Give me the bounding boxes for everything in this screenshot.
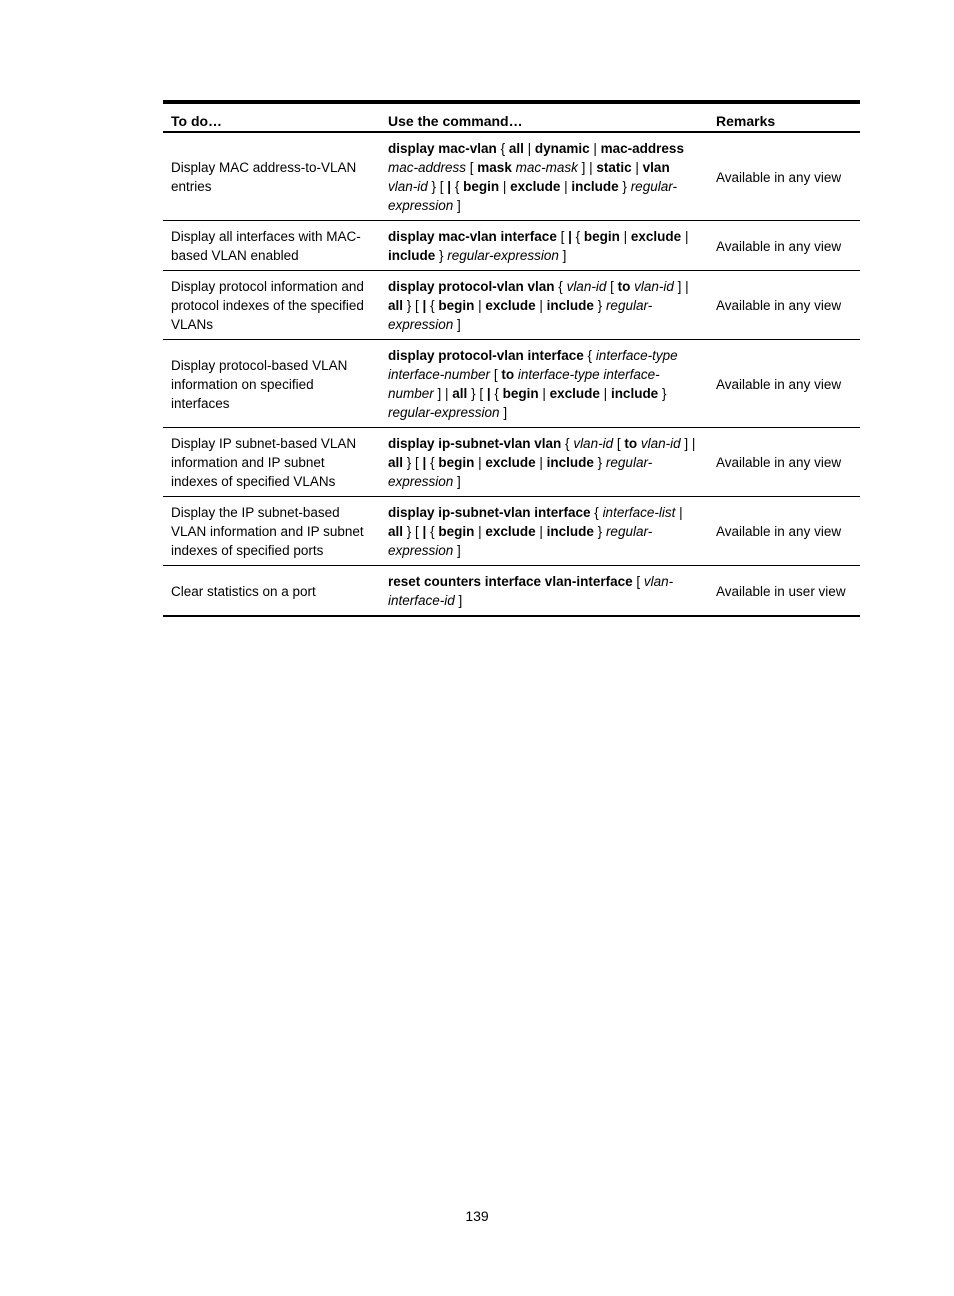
command-syntax: | [589,141,601,156]
command-keyword: mac-address [600,141,684,156]
command-argument: interface-number [388,367,491,382]
command-keyword: mask [477,160,512,175]
command-syntax: { [554,279,567,294]
command-syntax: { [496,141,509,156]
command-syntax: ] | [577,160,597,175]
command-syntax: ] [453,198,461,213]
command-syntax: [ [415,298,423,313]
command-syntax: { [426,455,439,470]
command-syntax: | [499,179,511,194]
command-keyword: to [624,436,638,451]
command-keyword: display protocol-vlan interface [388,348,584,363]
command-syntax: ] [454,593,463,608]
command-syntax: ] [453,474,461,489]
command-keyword: | [447,179,452,194]
command-cell [380,271,708,340]
command-syntax: | [599,386,611,401]
command-keyword: exclude [485,455,536,470]
table-row [163,132,860,221]
task-cell: Clear statistics on a port [171,583,316,599]
command-argument: regular-expression [388,405,500,420]
command-argument: regular-expression [447,248,559,263]
header-remarks: Remarks [716,113,776,129]
command-syntax: { [561,436,574,451]
command-argument: mac-mask [515,160,578,175]
table-row [163,271,860,340]
command-syntax: { [590,505,603,520]
command-keyword: | [422,298,427,313]
command-syntax: { [571,229,584,244]
header-command: Use the command… [388,113,523,129]
command-syntax: } [435,248,448,263]
command-syntax: | [631,160,643,175]
remarks-cell: Available in user view [716,583,846,599]
remarks-cell: Available in any view [716,455,842,470]
command-syntax: ] [558,248,567,263]
command-syntax: [ [415,524,423,539]
command-syntax: { [451,179,464,194]
command-keyword: exclude [549,386,600,401]
command-keyword: begin [583,229,620,244]
table-row [163,428,860,497]
command-keyword: display ip-subnet-vlan interface [388,505,591,520]
task-cell: Display protocol-based VLAN information on specified interfaces [171,357,348,411]
command-table [163,100,860,617]
command-syntax: | [681,229,689,244]
table-row [163,497,860,566]
command-keyword: all [452,386,468,401]
command-syntax: [ [556,229,569,244]
command-cell [380,132,708,221]
command-keyword: reset counters interface vlan-interface [388,574,633,589]
command-keyword: static [596,160,632,175]
command-syntax: ] [453,543,461,558]
command-syntax: | [523,141,535,156]
command-keyword: begin [463,179,500,194]
remarks-cell: Available in any view [716,376,842,392]
command-syntax: } [403,524,416,539]
command-keyword: all [508,141,524,156]
command-keyword: exclude [630,229,682,244]
command-keyword: | [568,229,572,244]
command-keyword: dynamic [534,141,590,156]
remarks-cell: Available in any view [716,298,842,313]
command-syntax: } [ [467,386,487,401]
command-keyword: display mac-vlan interface [388,229,557,244]
command-syntax: } [618,179,631,194]
command-syntax: ] | [433,386,453,401]
command-keyword: all [388,524,404,539]
table-row [163,566,860,617]
command-syntax: [ [606,279,618,294]
command-keyword: exclude [485,298,536,313]
command-keyword: begin [438,298,475,313]
task-cell: Display IP subnet-based VLAN information and IP subnet indexes of specified VLANs [171,436,357,489]
command-syntax: } [593,524,606,539]
command-keyword: all [388,298,404,313]
command-keyword: exclude [485,524,536,539]
remarks-cell: Available in any view [716,524,842,539]
command-syntax: ] | [673,279,689,294]
command-syntax: | [474,524,486,539]
task-cell: Display MAC address-to-VLAN entries [171,160,357,194]
command-keyword: include [546,524,594,539]
command-argument: interface-number [388,367,660,401]
command-argument: interface-type [595,348,678,363]
command-keyword: include [546,298,594,313]
command-argument: vlan-id [573,436,614,451]
command-keyword: begin [438,524,475,539]
command-syntax: [ [613,436,625,451]
command-argument: regular-expression [388,455,653,489]
command-syntax: { [426,298,439,313]
command-syntax: } [403,298,416,313]
header-todo: To do… [171,113,223,129]
remarks-cell: Available in any view [716,169,842,185]
command-argument: regular-expression [388,524,653,558]
command-syntax: | [538,386,550,401]
command-argument: vlan-id [634,279,674,294]
command-keyword: include [571,179,619,194]
command-cell [380,340,708,428]
command-keyword: include [546,455,594,470]
task-cell: Display the IP subnet-based VLAN information and IP subnet indexes of specified ports [171,505,364,558]
command-keyword: | [422,455,427,470]
command-argument: interface-type [517,367,600,382]
command-keyword: display protocol-vlan vlan [388,279,555,294]
command-syntax: | [535,524,547,539]
table-row [163,340,860,428]
command-syntax: | [535,455,547,470]
command-syntax: } [658,386,667,401]
command-argument: interface-list [602,505,676,520]
page-number: 139 [465,1208,489,1224]
command-syntax: } [593,455,606,470]
remarks-cell: Available in any view [716,238,842,254]
command-syntax: | [535,298,547,313]
command-cell [380,566,708,617]
command-argument: vlan-id [640,436,681,451]
command-keyword: exclude [510,179,561,194]
table-body [163,132,860,616]
command-argument: regular-expression [388,298,653,332]
command-keyword: begin [438,455,475,470]
command-argument: vlan-interface-id [388,574,674,608]
command-keyword: to [617,279,631,294]
command-syntax: [ [490,367,502,382]
command-argument: vlan-id [566,279,607,294]
command-syntax: { [426,524,439,539]
command-cell [380,221,708,271]
command-syntax: | [619,229,631,244]
command-syntax: | [675,505,683,520]
task-cell: Display protocol information and protocol indexes of the specified VLANs [171,279,364,332]
command-syntax: | [474,298,486,313]
command-syntax: } [ [403,455,423,470]
table-row [163,221,860,271]
command-syntax: | [560,179,572,194]
command-keyword: display mac-vlan [388,141,497,156]
command-keyword: | [486,386,491,401]
command-keyword: all [388,455,404,470]
command-syntax: { [583,348,596,363]
command-syntax: [ [466,160,478,175]
command-syntax: [ [636,574,644,589]
table-header-row [163,102,860,132]
command-keyword: include [388,248,436,263]
command-keyword: display ip-subnet-vlan vlan [388,436,562,451]
command-argument: vlan-id [388,179,428,194]
command-keyword: vlan [642,160,670,175]
command-syntax: } [ [427,179,448,194]
command-syntax: ] [453,317,461,332]
command-argument: regular-expression [388,179,677,213]
command-syntax: } [593,298,606,313]
command-syntax: ] | [680,436,696,451]
command-keyword: | [422,524,427,539]
command-cell [380,428,708,497]
command-syntax: ] [499,405,508,420]
command-keyword: include [610,386,659,401]
task-cell: Display all interfaces with MAC-based VLAN enabled [171,229,361,263]
command-keyword: to [501,367,515,382]
command-cell [380,497,708,566]
command-argument: mac-address [388,160,467,175]
command-syntax: | [474,455,486,470]
command-keyword: begin [502,386,539,401]
command-syntax: { [490,386,503,401]
